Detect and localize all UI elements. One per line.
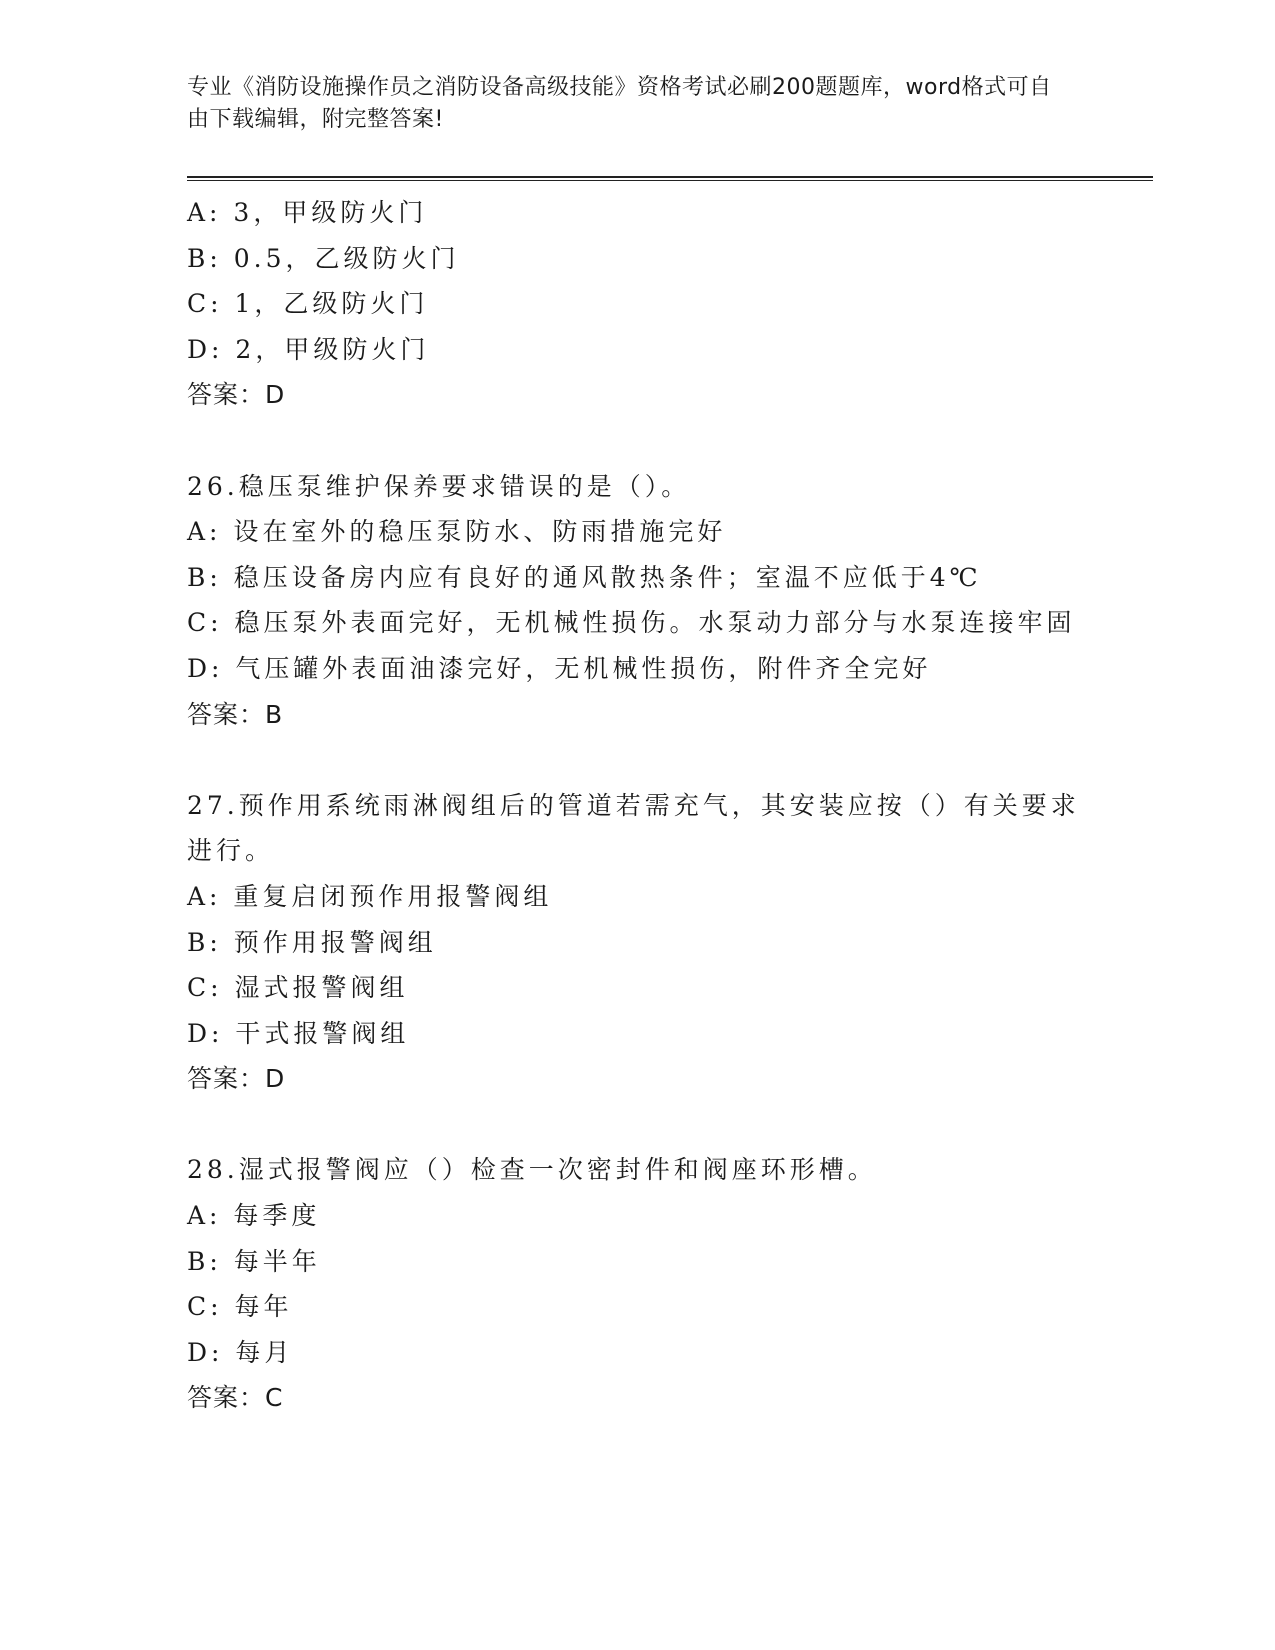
option-b: B: 0.5，乙级防火门 (187, 243, 460, 273)
question-list (187, 190, 1087, 1421)
question-27-block (187, 783, 1087, 1102)
option-b: B: 每半年 (187, 1246, 321, 1276)
spacer (187, 418, 1087, 464)
header-divider (187, 176, 1153, 181)
option-a: A: 每季度 (187, 1201, 321, 1231)
question-text: 28.湿式报警阀应（）检查一次密封件和阀座环形槽。 (187, 1155, 877, 1185)
option-c: C: 每年 (187, 1292, 293, 1322)
document-header (187, 72, 1067, 136)
option-a: A: 3，甲级防火门 (187, 198, 428, 227)
question-text-continued: 进行。 (187, 836, 275, 866)
question-text: 27.预作用系统雨淋阀组后的管道若需充气，其安装应按（）有关要求 (187, 790, 1080, 820)
question-text: 26.稳压泵维护保养要求错误的是（）。 (187, 471, 691, 501)
answer-line: 答案：C (187, 1383, 284, 1413)
option-b: B: 预作用报警阀组 (187, 927, 437, 957)
option-b: B: 稳压设备房内应有良好的通风散热条件；室温不应低于4℃ (187, 562, 982, 592)
option-d: D: 每月 (187, 1337, 294, 1367)
option-d: D: 干式报警阀组 (187, 1018, 410, 1048)
header-intro-text: 专业《消防设施操作员之消防设备高级技能》资格考试必刷200题题库，word格式可自由下载编辑，附完整答案! (187, 75, 1052, 132)
answer-line: 答案：B (187, 699, 284, 729)
option-c: C: 稳压泵外表面完好，无机械性损伤。水泵动力部分与水泵连接牢固 (187, 608, 1076, 638)
option-a: A: 重复启闭预作用报警阀组 (187, 881, 553, 911)
option-c: C: 湿式报警阀组 (187, 973, 409, 1003)
question-28-block (187, 1147, 1087, 1421)
option-d: D: 2，甲级防火门 (187, 334, 430, 364)
spacer (187, 737, 1087, 783)
option-c: C: 1，乙级防火门 (187, 289, 429, 319)
answer-line: 答案：D (187, 1064, 286, 1094)
answer-line: 答案：D (187, 380, 286, 410)
question-25-block (187, 190, 1087, 418)
spacer (187, 1102, 1087, 1148)
option-d: D: 气压罐外表面油漆完好，无机械性损伤，附件齐全完好 (187, 653, 932, 683)
question-26-block (187, 464, 1087, 738)
option-a: A: 设在室外的稳压泵防水、防雨措施完好 (187, 517, 727, 547)
